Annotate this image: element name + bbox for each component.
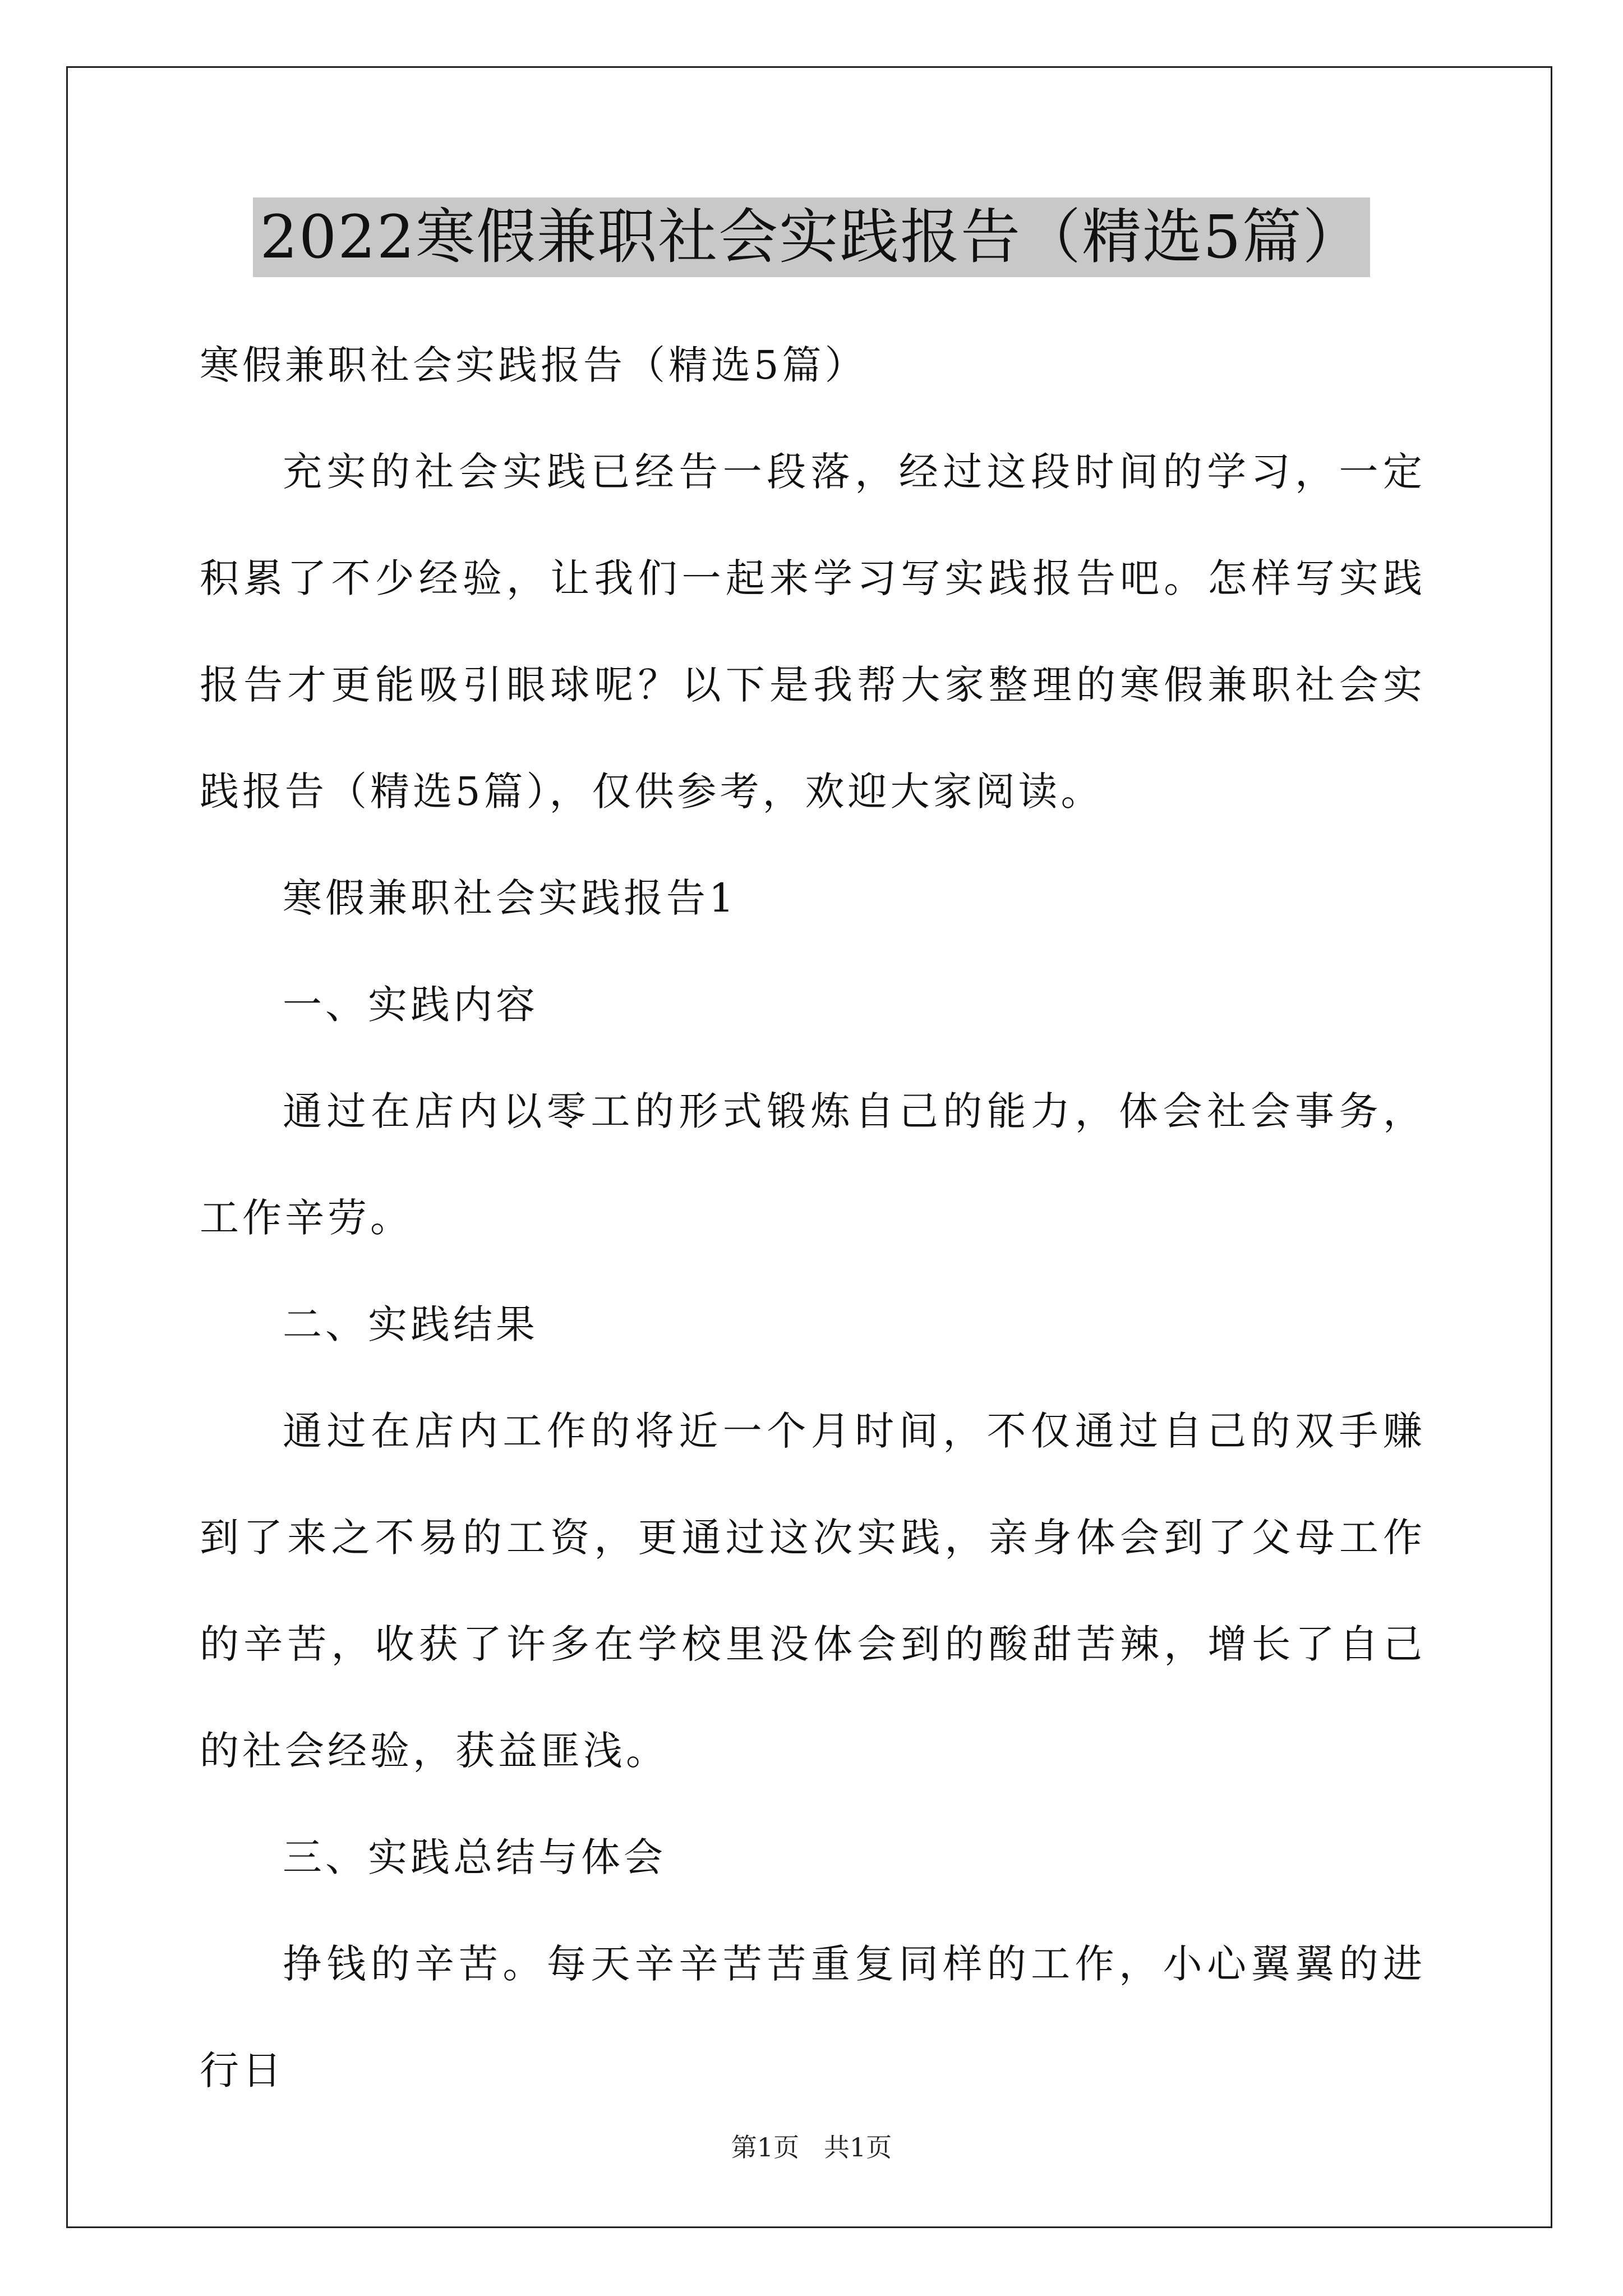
report-heading: 寒假兼职社会实践报告1 [283,875,737,921]
document-title-wrapper [0,197,1623,277]
page-footer: 第1页 共1页 [731,2132,892,2162]
document-title: 2022寒假兼职社会实践报告（精选5篇） [253,197,1370,277]
section-heading-summary: 三、实践总结与体会 [283,1834,666,1880]
intro-paragraph: 充实的社会实践已经告一段落，经过这段时间的学习，一定积累了不少经验，让我们一起来学习写实践报告吧。怎样写实践报告才更能吸引眼球呢？以下是我帮大家整理的寒假兼职社会实践报告（精选5篇），仅供参考，欢迎大家阅读。 [200,449,1426,815]
result-paragraph: 通过在店内工作的将近一个月时间，不仅通过自己的双手赚到了来之不易的工资，更通过这次实践，亲身体会到了父母工作的辛苦，收获了许多在学校里没体会到的酸甜苦辣，增长了自己的社会经验，获益匪浅。 [200,1408,1426,1774]
content-paragraph: 通过在店内以零工的形式锻炼自己的能力，体会社会事务，工作辛劳。 [200,1088,1426,1241]
summary-paragraph: 挣钱的辛苦。每天辛辛苦苦重复同样的工作，小心翼翼的进行日 [200,1941,1426,2093]
subtitle-paragraph: 寒假兼职社会实践报告（精选5篇） [200,342,868,388]
section-heading-content: 一、实践内容 [283,982,538,1028]
document-body [200,312,1426,2124]
section-heading-result: 二、实践结果 [283,1301,538,1347]
